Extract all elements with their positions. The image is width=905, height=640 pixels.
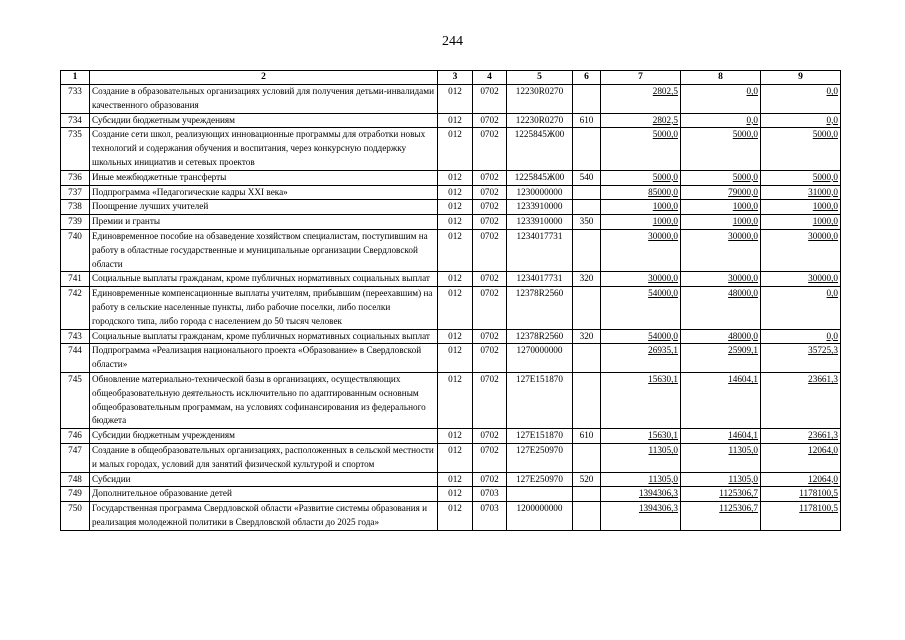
row-amount-8 <box>681 344 761 373</box>
row-amount-7-value: 85000,0 <box>648 186 678 197</box>
row-col5: 1230000000 <box>507 185 573 200</box>
row-amount-7-value: 1394306,3 <box>638 503 678 514</box>
row-number: 739 <box>61 215 90 230</box>
row-amount-9-value: 12064,0 <box>808 444 838 455</box>
row-amount-7-value: 5000,0 <box>652 129 678 140</box>
row-amount-9-value: 12064,0 <box>808 473 838 484</box>
row-col6 <box>573 200 601 215</box>
row-amount-9 <box>761 215 841 230</box>
row-amount-8 <box>681 329 761 344</box>
row-col5: 12230R0270 <box>507 85 573 114</box>
row-number: 746 <box>61 429 90 444</box>
row-amount-7-value: 15630,1 <box>648 373 678 384</box>
row-col5 <box>507 487 573 502</box>
row-col4: 0702 <box>473 429 507 444</box>
row-col3: 012 <box>438 128 473 170</box>
row-amount-9 <box>761 429 841 444</box>
row-col5: 127E151870 <box>507 429 573 444</box>
row-amount-9-value: 0,0 <box>826 330 838 341</box>
row-amount-8 <box>681 443 761 472</box>
row-col5: 127E250970 <box>507 472 573 487</box>
row-col5: 12378R2560 <box>507 329 573 344</box>
row-amount-7-value: 30000,0 <box>648 230 678 241</box>
row-amount-8-value: 1000,0 <box>732 201 758 212</box>
row-col4: 0702 <box>473 200 507 215</box>
row-amount-9 <box>761 272 841 287</box>
row-amount-8-value: 1125306,7 <box>719 503 758 514</box>
row-col5: 1233910000 <box>507 200 573 215</box>
row-amount-8 <box>681 215 761 230</box>
column-header: 9 <box>761 71 841 85</box>
row-number: 733 <box>61 85 90 114</box>
row-amount-7 <box>601 215 681 230</box>
row-name: Создание сети школ, реализующих инновационные программы для отработки новых технологий и содержания обучения и воспитания, через конкурсную поддержку школьных инициатив и сетевых проектов <box>90 128 438 170</box>
row-amount-9-value: 5000,0 <box>812 171 838 182</box>
row-amount-7 <box>601 429 681 444</box>
row-amount-9-value: 31000,0 <box>808 186 838 197</box>
table-row <box>61 429 841 444</box>
row-amount-7 <box>601 344 681 373</box>
row-amount-7 <box>601 472 681 487</box>
row-col4: 0702 <box>473 443 507 472</box>
row-col4: 0702 <box>473 85 507 114</box>
row-col5: 12230R0270 <box>507 113 573 128</box>
row-amount-8 <box>681 128 761 170</box>
row-number: 744 <box>61 344 90 373</box>
row-amount-8 <box>681 429 761 444</box>
row-amount-9 <box>761 344 841 373</box>
row-amount-7 <box>601 170 681 185</box>
row-number: 740 <box>61 229 90 271</box>
row-name: Социальные выплаты гражданам, кроме публичных нормативных социальных выплат <box>90 329 438 344</box>
row-col6 <box>573 344 601 373</box>
row-amount-9-value: 1178100,5 <box>799 503 838 514</box>
row-name: Субсидии <box>90 472 438 487</box>
budget-table <box>60 70 841 531</box>
row-amount-8-value: 14604,1 <box>728 373 758 384</box>
row-amount-8-value: 0,0 <box>746 86 758 96</box>
row-amount-9-value: 5000,0 <box>812 129 838 140</box>
table-row <box>61 502 841 531</box>
row-name: Субсидии бюджетным учреждениям <box>90 429 438 444</box>
row-amount-9-value: 35725,3 <box>808 345 838 356</box>
row-amount-7-value: 1000,0 <box>652 201 678 212</box>
row-amount-8-value: 48000,0 <box>728 330 758 341</box>
row-number: 741 <box>61 272 90 287</box>
row-amount-7-value: 2802,5 <box>652 86 678 96</box>
row-amount-7-value: 54000,0 <box>648 330 678 341</box>
row-amount-9-value: 30000,0 <box>808 273 838 284</box>
row-amount-9-value: 0,0 <box>826 114 838 125</box>
row-amount-8-value: 1125306,7 <box>719 488 758 499</box>
row-col6 <box>573 185 601 200</box>
row-amount-8-value: 1000,0 <box>732 216 758 227</box>
page-number: 244 <box>442 34 463 49</box>
column-header: 8 <box>681 71 761 85</box>
row-name: Государственная программа Свердловской области «Развитие системы образования и реализация молодежной политики в Свердловской области до 2025 года» <box>90 502 438 531</box>
row-col4: 0702 <box>473 170 507 185</box>
row-amount-9 <box>761 287 841 329</box>
row-col6 <box>573 287 601 329</box>
row-amount-9 <box>761 113 841 128</box>
row-number: 747 <box>61 443 90 472</box>
row-amount-9 <box>761 128 841 170</box>
table-row <box>61 372 841 428</box>
row-amount-8-value: 14604,1 <box>728 430 758 441</box>
row-col6: 540 <box>573 170 601 185</box>
row-col6 <box>573 502 601 531</box>
row-name: Единовременное пособие на обзаведение хозяйством специалистам, поступившим на работу в областные государственные и муниципальные организации Свердловской области <box>90 229 438 271</box>
row-amount-8 <box>681 170 761 185</box>
row-col6 <box>573 487 601 502</box>
row-amount-7 <box>601 85 681 114</box>
row-col3: 012 <box>438 85 473 114</box>
row-amount-7 <box>601 443 681 472</box>
row-amount-9 <box>761 185 841 200</box>
row-col3: 012 <box>438 113 473 128</box>
row-amount-7 <box>601 287 681 329</box>
row-col6 <box>573 128 601 170</box>
row-col4: 0702 <box>473 272 507 287</box>
row-col5: 1270000000 <box>507 344 573 373</box>
row-amount-8-value: 5000,0 <box>732 129 758 140</box>
row-amount-8-value: 0,0 <box>746 114 758 125</box>
row-col4: 0702 <box>473 128 507 170</box>
column-header: 5 <box>507 71 573 85</box>
row-amount-7-value: 11305,0 <box>648 473 678 484</box>
table-row <box>61 185 841 200</box>
row-amount-9 <box>761 443 841 472</box>
row-number: 734 <box>61 113 90 128</box>
table-row <box>61 272 841 287</box>
row-name: Подпрограмма «Педагогические кадры XXI века» <box>90 185 438 200</box>
row-amount-9-value: 23661,3 <box>808 373 838 384</box>
row-amount-7 <box>601 502 681 531</box>
table-row <box>61 128 841 170</box>
row-col3: 012 <box>438 200 473 215</box>
row-amount-8-value: 30000,0 <box>728 230 758 241</box>
table-row <box>61 200 841 215</box>
row-col4: 0702 <box>473 372 507 428</box>
row-amount-9 <box>761 487 841 502</box>
row-amount-8-value: 11305,0 <box>728 444 758 455</box>
row-amount-7 <box>601 487 681 502</box>
row-amount-9-value: 0,0 <box>826 86 838 96</box>
table-header-row <box>61 71 841 85</box>
row-number: 749 <box>61 487 90 502</box>
row-col3: 012 <box>438 185 473 200</box>
row-col4: 0702 <box>473 113 507 128</box>
row-amount-8 <box>681 200 761 215</box>
column-header: 1 <box>61 71 90 85</box>
row-amount-8 <box>681 229 761 271</box>
table-row <box>61 170 841 185</box>
row-col3: 012 <box>438 344 473 373</box>
table-row <box>61 287 841 329</box>
row-col5: 1200000000 <box>507 502 573 531</box>
row-amount-7-value: 5000,0 <box>652 171 678 182</box>
row-amount-7 <box>601 200 681 215</box>
row-amount-7-value: 2802,5 <box>652 114 678 125</box>
table-row <box>61 229 841 271</box>
table-row <box>61 329 841 344</box>
row-col4: 0702 <box>473 215 507 230</box>
table-row <box>61 443 841 472</box>
row-col3: 012 <box>438 170 473 185</box>
row-amount-7-value: 30000,0 <box>648 273 678 284</box>
row-col4: 0702 <box>473 287 507 329</box>
row-col6 <box>573 372 601 428</box>
row-amount-7-value: 15630,1 <box>648 430 678 441</box>
row-col4: 0703 <box>473 487 507 502</box>
row-amount-7-value: 1394306,3 <box>638 488 678 499</box>
row-col5: 127E250970 <box>507 443 573 472</box>
row-amount-9-value: 1000,0 <box>812 216 838 227</box>
row-name: Субсидии бюджетным учреждениям <box>90 113 438 128</box>
row-amount-7 <box>601 329 681 344</box>
row-amount-8-value: 5000,0 <box>732 171 758 182</box>
table-row <box>61 215 841 230</box>
row-col5: 12378R2560 <box>507 287 573 329</box>
row-col3: 012 <box>438 287 473 329</box>
row-col3: 012 <box>438 272 473 287</box>
row-amount-9 <box>761 372 841 428</box>
row-name: Подпрограмма «Реализация национального проекта «Образование» в Свердловской области» <box>90 344 438 373</box>
row-amount-9 <box>761 85 841 114</box>
row-amount-7-value: 54000,0 <box>648 288 678 299</box>
row-number: 742 <box>61 287 90 329</box>
row-name: Премии и гранты <box>90 215 438 230</box>
column-header: 7 <box>601 71 681 85</box>
row-amount-8 <box>681 185 761 200</box>
row-col6 <box>573 85 601 114</box>
row-amount-8 <box>681 372 761 428</box>
row-col3: 012 <box>438 487 473 502</box>
table-row <box>61 472 841 487</box>
row-col5: 1233910000 <box>507 215 573 230</box>
row-number: 736 <box>61 170 90 185</box>
row-amount-7 <box>601 113 681 128</box>
row-col6 <box>573 443 601 472</box>
row-col4: 0702 <box>473 472 507 487</box>
row-col3: 012 <box>438 329 473 344</box>
row-name: Создание в общеобразовательных организациях, расположенных в сельской местности и малых городах, условий для занятий физической культурой и спортом <box>90 443 438 472</box>
row-col6: 520 <box>573 472 601 487</box>
row-amount-9-value: 30000,0 <box>808 230 838 241</box>
row-col6: 610 <box>573 429 601 444</box>
table-body <box>61 85 841 531</box>
row-amount-9 <box>761 472 841 487</box>
row-amount-8-value: 11305,0 <box>728 473 758 484</box>
row-amount-9 <box>761 170 841 185</box>
row-amount-8-value: 79000,0 <box>728 186 758 197</box>
table-row <box>61 344 841 373</box>
row-col4: 0702 <box>473 185 507 200</box>
row-col4: 0703 <box>473 502 507 531</box>
row-col4: 0702 <box>473 344 507 373</box>
row-amount-9 <box>761 200 841 215</box>
row-amount-8 <box>681 85 761 114</box>
row-amount-7 <box>601 185 681 200</box>
table-row <box>61 85 841 114</box>
row-col5: 1234017731 <box>507 229 573 271</box>
row-amount-8-value: 25909,1 <box>728 345 758 356</box>
row-amount-9 <box>761 502 841 531</box>
column-header: 3 <box>438 71 473 85</box>
row-col3: 012 <box>438 472 473 487</box>
row-amount-8-value: 48000,0 <box>728 288 758 299</box>
row-col5: 1225845Ж00 <box>507 170 573 185</box>
table-row <box>61 487 841 502</box>
row-number: 735 <box>61 128 90 170</box>
row-col5: 127E151870 <box>507 372 573 428</box>
row-amount-8 <box>681 502 761 531</box>
row-number: 750 <box>61 502 90 531</box>
row-amount-7-value: 26935,1 <box>648 345 678 356</box>
row-name: Дополнительное образование детей <box>90 487 438 502</box>
row-col3: 012 <box>438 443 473 472</box>
row-number: 737 <box>61 185 90 200</box>
row-amount-9-value: 23661,3 <box>808 430 838 441</box>
row-amount-7 <box>601 128 681 170</box>
row-amount-7 <box>601 272 681 287</box>
row-col6: 610 <box>573 113 601 128</box>
row-name: Социальные выплаты гражданам, кроме публичных нормативных социальных выплат <box>90 272 438 287</box>
row-col4: 0702 <box>473 329 507 344</box>
row-number: 738 <box>61 200 90 215</box>
row-number: 743 <box>61 329 90 344</box>
row-amount-7 <box>601 229 681 271</box>
table-row <box>61 113 841 128</box>
row-col3: 012 <box>438 429 473 444</box>
row-amount-9 <box>761 229 841 271</box>
row-amount-8 <box>681 487 761 502</box>
row-number: 745 <box>61 372 90 428</box>
row-col3: 012 <box>438 229 473 271</box>
row-col6: 320 <box>573 329 601 344</box>
row-amount-8-value: 30000,0 <box>728 273 758 284</box>
row-col6: 350 <box>573 215 601 230</box>
row-col5: 1225845Ж00 <box>507 128 573 170</box>
row-amount-8 <box>681 272 761 287</box>
row-amount-8 <box>681 287 761 329</box>
row-amount-7-value: 1000,0 <box>652 216 678 227</box>
column-header: 6 <box>573 71 601 85</box>
column-header: 2 <box>90 71 438 85</box>
row-amount-8 <box>681 113 761 128</box>
row-col3: 012 <box>438 502 473 531</box>
row-col5: 1234017731 <box>507 272 573 287</box>
row-col4: 0702 <box>473 229 507 271</box>
row-name: Поощрение лучших учителей <box>90 200 438 215</box>
row-name: Единовременные компенсационные выплаты учителям, прибывшим (переехавшим) на работу в сельские населенные пункты, либо рабочие поселки, либо поселки городского типа, либо города с населением до 50 тысяч человек <box>90 287 438 329</box>
row-number: 748 <box>61 472 90 487</box>
row-col3: 012 <box>438 372 473 428</box>
row-col3: 012 <box>438 215 473 230</box>
column-header: 4 <box>473 71 507 85</box>
row-amount-8 <box>681 472 761 487</box>
row-col6: 320 <box>573 272 601 287</box>
row-amount-7-value: 11305,0 <box>648 444 678 455</box>
row-name: Создание в образовательных организациях условий для получения детьми-инвалидами качественного образования <box>90 85 438 114</box>
row-amount-9-value: 1178100,5 <box>799 488 838 499</box>
row-amount-9-value: 1000,0 <box>812 201 838 212</box>
row-amount-7 <box>601 372 681 428</box>
row-name: Обновление материально-технической базы в организациях, осуществляющих общеобразовательную деятельность исключительно по адаптированным основным общеобразовательным программам, на условиях софинансирования из федерального бюджета <box>90 372 438 428</box>
row-name: Иные межбюджетные трансферты <box>90 170 438 185</box>
row-col6 <box>573 229 601 271</box>
row-amount-9 <box>761 329 841 344</box>
row-amount-9-value: 0,0 <box>826 288 838 299</box>
